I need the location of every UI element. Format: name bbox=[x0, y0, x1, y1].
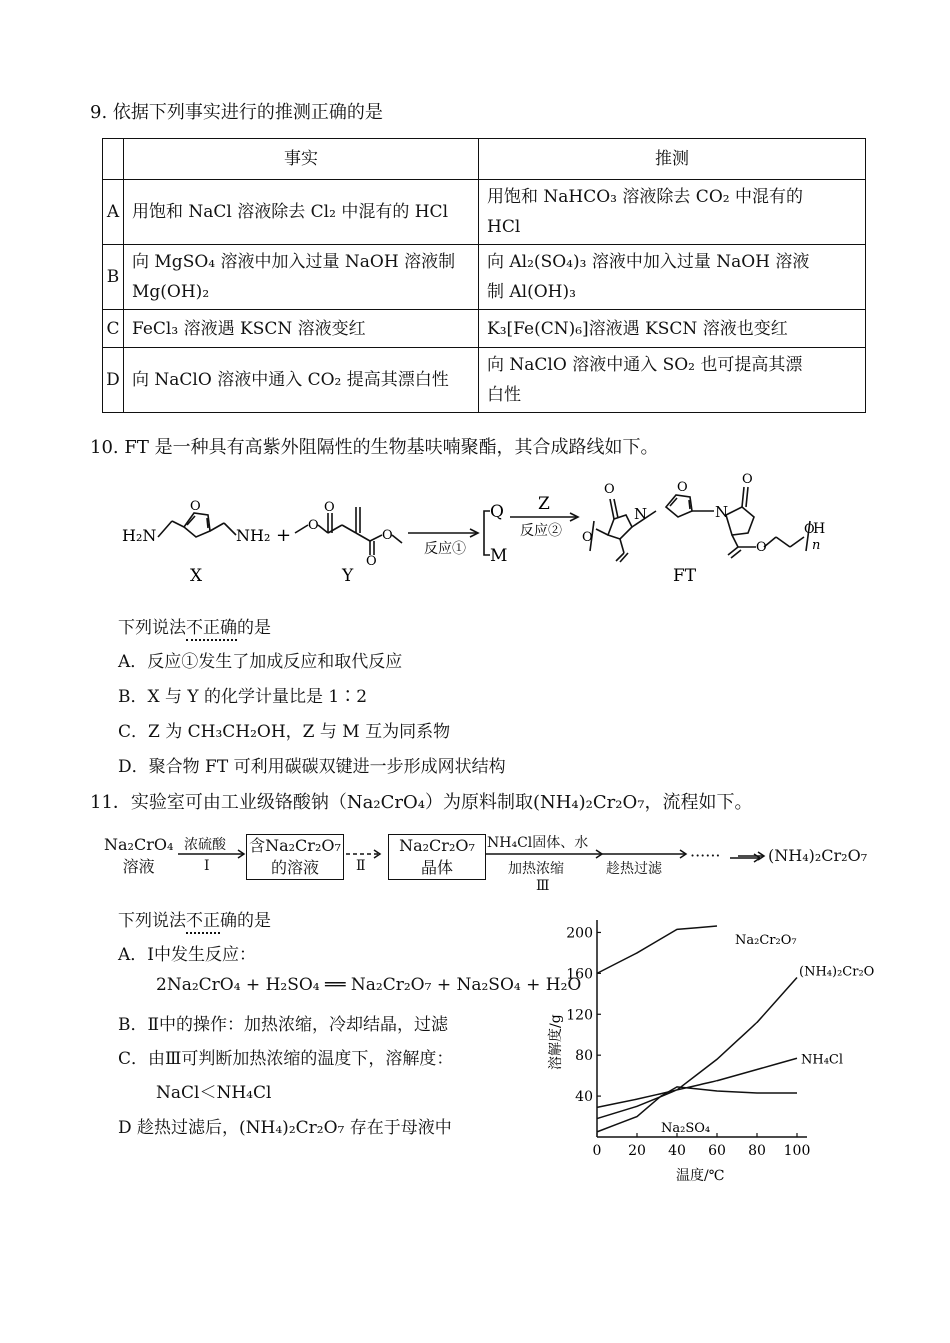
q11-stem: 11．实验室可由工业级铬酸钠（Na₂CrO₄）为原料制取(NH₄)₂Cr₂O₇，流程如下。 bbox=[90, 792, 753, 813]
flow-start-line2: 溶液 bbox=[122, 857, 155, 876]
q10-sub-stem-pre: 下列说法 bbox=[118, 618, 186, 638]
table-row bbox=[103, 180, 866, 245]
x-amine-left: H₂N bbox=[122, 526, 157, 545]
row-guess-line1: 向 NaClO 溶液中通入 SO₂ 也可提高其漂 bbox=[487, 355, 803, 375]
y-tick-label: 40 bbox=[575, 1089, 593, 1106]
row-fact: 用饱和 NaCl 溶液除去 Cl₂ 中混有的 HCl bbox=[124, 180, 479, 245]
row-fact bbox=[124, 245, 479, 310]
q11-option-c: C．由Ⅲ可判断加热浓缩的温度下，溶解度： bbox=[118, 1049, 454, 1069]
flow-box-crystal-line1: Na₂Cr₂O₇ bbox=[399, 836, 475, 855]
q11-option-b: B．Ⅱ中的操作：加热浓缩，冷却结晶，过滤 bbox=[118, 1015, 449, 1035]
table-row bbox=[103, 348, 866, 413]
row-guess-line2: HCl bbox=[487, 217, 521, 237]
flow-start-line1: Na₂CrO₄ bbox=[104, 835, 174, 854]
q10-sub-stem bbox=[118, 613, 271, 638]
q10-option-c: C．Z 为 CH₃CH₂OH，Z 与 M 互为同系物 bbox=[118, 722, 451, 742]
ft-subscript-n: n bbox=[812, 538, 821, 553]
step-2-label: 反应② bbox=[520, 523, 562, 539]
q11-sub-stem-pre: 下列说法 bbox=[118, 911, 186, 931]
y-tick-label: 200 bbox=[566, 925, 593, 942]
ft-ring-o: O bbox=[677, 480, 688, 495]
ft-o1: O bbox=[604, 482, 615, 497]
q11-sub-stem bbox=[118, 906, 271, 931]
series-label-1: (NH₄)₂Cr₂O bbox=[799, 964, 875, 980]
chart-x-axis-label: 温度/℃ bbox=[676, 1168, 725, 1184]
label-z: Z bbox=[538, 494, 550, 514]
x-tick-label: 20 bbox=[628, 1143, 646, 1159]
chart-y-axis-label: 溶解度/g bbox=[548, 1014, 564, 1070]
flow-ellipsis: ······ bbox=[690, 846, 721, 865]
q10-option-a: A．反应①发生了加成反应和取代反应 bbox=[118, 652, 403, 672]
table-header-guess: 推测 bbox=[479, 139, 866, 180]
ft-h: H bbox=[813, 521, 826, 537]
row-guess-line2: 白性 bbox=[487, 385, 521, 405]
row-fact: FeCl₃ 溶液遇 KSCN 溶液变红 bbox=[124, 310, 479, 348]
row-fact-line1: 向 MgSO₄ 溶液中加入过量 NaOH 溶液制 bbox=[132, 252, 456, 272]
q11-option-c-line2: NaCl＜NH₄Cl bbox=[156, 1083, 272, 1103]
flow-arrow1-top: 浓硫酸 bbox=[184, 837, 226, 853]
label-y: Y bbox=[342, 566, 354, 586]
label-ft: FT bbox=[673, 566, 697, 586]
label-x: X bbox=[190, 566, 203, 586]
flow-arrow3-top: NH₄Cl固体、水 bbox=[487, 835, 589, 851]
flow-arrow2-bottom: Ⅱ bbox=[356, 858, 366, 874]
ft-o2: O bbox=[742, 472, 753, 487]
x-tick-label: 40 bbox=[668, 1143, 686, 1159]
flow-box-crystal bbox=[388, 834, 486, 880]
y-o2: O bbox=[324, 500, 335, 515]
table-header-blank bbox=[103, 139, 124, 180]
table-header-fact: 事实 bbox=[124, 139, 479, 180]
x-ring-o: O bbox=[190, 499, 201, 514]
q9-stem: 9. 依据下列事实进行的推测正确的是 bbox=[90, 102, 383, 123]
y-tick-label: 120 bbox=[566, 1007, 593, 1024]
q11-sub-stem-post: 确的是 bbox=[220, 911, 271, 931]
series-label-0: Na₂Cr₂O₇ bbox=[735, 933, 797, 948]
flow-product: (NH₄)₂Cr₂O₇ bbox=[768, 846, 868, 865]
series-line-0 bbox=[597, 926, 717, 973]
row-guess-line1: 向 Al₂(SO₄)₃ 溶液中加入过量 NaOH 溶液 bbox=[487, 252, 810, 272]
q10-sub-stem-emphasis: 不正确 bbox=[186, 618, 237, 641]
q9-table bbox=[102, 138, 866, 413]
flow-arrow1-bottom: Ⅰ bbox=[204, 858, 210, 874]
q11-sub-stem-emphasis: 不正 bbox=[186, 911, 220, 934]
flow-box-solution-line1: 含Na₂Cr₂O₇ bbox=[249, 836, 341, 855]
flow-arrow3-bottom: Ⅲ bbox=[536, 878, 550, 894]
ft-n1: N bbox=[634, 505, 648, 523]
row-key: C bbox=[103, 310, 124, 348]
series-line-1 bbox=[597, 977, 797, 1118]
q11-option-a: A．Ⅰ中发生反应： bbox=[118, 945, 256, 965]
flow-arrow3-middle: 加热浓缩 bbox=[508, 861, 564, 877]
ft-o-end: O bbox=[582, 530, 593, 545]
flow-box-solution-line2: 的溶液 bbox=[270, 858, 319, 877]
solubility-chart bbox=[540, 920, 920, 1190]
label-q: Q bbox=[490, 502, 504, 522]
row-guess-line1: 用饱和 NaHCO₃ 溶液除去 CO₂ 中混有的 bbox=[487, 187, 803, 207]
row-guess bbox=[479, 245, 866, 310]
series-label-3: Na₂SO₄ bbox=[661, 1120, 711, 1136]
chart-labels-group bbox=[661, 933, 874, 1136]
plus-sign: + bbox=[276, 525, 292, 546]
y-o3: O bbox=[366, 554, 377, 569]
y-tick-label: 160 bbox=[566, 966, 593, 983]
row-guess-line2: 制 Al(OH)₃ bbox=[487, 282, 576, 302]
q11-option-d: D 趁热过滤后，(NH₄)₂Cr₂O₇ 存在于母液中 bbox=[118, 1118, 452, 1138]
table-row bbox=[103, 310, 866, 348]
row-key: B bbox=[103, 245, 124, 310]
x-tick-label: 0 bbox=[592, 1143, 602, 1159]
flow-box-solution bbox=[246, 834, 344, 880]
flow-arrow4-label: 趁热过滤 bbox=[606, 861, 662, 877]
q10-option-b: B．X 与 Y 的化学计量比是 1∶2 bbox=[118, 687, 368, 707]
table-row bbox=[103, 245, 866, 310]
table-header-row bbox=[103, 139, 866, 180]
y-tick-label: 80 bbox=[575, 1048, 593, 1065]
series-line-2 bbox=[597, 1058, 797, 1107]
q10-option-d: D．聚合物 FT 可利用碳碳双键进一步形成网状结构 bbox=[118, 757, 506, 777]
ft-n2: N bbox=[715, 503, 729, 521]
series-label-2: NH₄Cl bbox=[801, 1052, 844, 1068]
chart-series-group bbox=[597, 926, 797, 1132]
row-fact: 向 NaClO 溶液中通入 CO₂ 提高其漂白性 bbox=[124, 348, 479, 413]
y-o4: O bbox=[382, 528, 393, 543]
q10-synthesis-scheme bbox=[110, 465, 870, 590]
label-m: M bbox=[490, 546, 508, 566]
flow-start bbox=[104, 834, 173, 878]
x-amine-right: NH₂ bbox=[236, 526, 271, 545]
x-tick-label: 100 bbox=[783, 1143, 811, 1159]
step-1-label: 反应① bbox=[424, 541, 466, 557]
row-fact-line2: Mg(OH)₂ bbox=[132, 282, 210, 302]
ft-o3: O bbox=[756, 540, 767, 555]
ft-o4: O bbox=[804, 522, 815, 537]
x-tick-label: 60 bbox=[708, 1143, 726, 1159]
row-guess: K₃[Fe(CN)₆]溶液遇 KSCN 溶液也变红 bbox=[479, 310, 866, 348]
flow-final-arrow bbox=[738, 850, 768, 862]
row-guess bbox=[479, 348, 866, 413]
flow-box-crystal-line2: 晶体 bbox=[420, 858, 453, 877]
q10-stem: 10. FT 是一种具有高紫外阻隔性的生物基呋喃聚酯，其合成路线如下。 bbox=[90, 437, 659, 458]
q11-option-a-equation: 2Na₂CrO₄ + H₂SO₄ ══ Na₂Cr₂O₇ + Na₂SO₄ + H₂O bbox=[156, 975, 582, 995]
row-key: A bbox=[103, 180, 124, 245]
x-tick-label: 80 bbox=[748, 1143, 766, 1159]
row-guess bbox=[479, 180, 866, 245]
row-key: D bbox=[103, 348, 124, 413]
q10-sub-stem-post: 的是 bbox=[237, 618, 271, 638]
y-o1: O bbox=[308, 518, 319, 533]
